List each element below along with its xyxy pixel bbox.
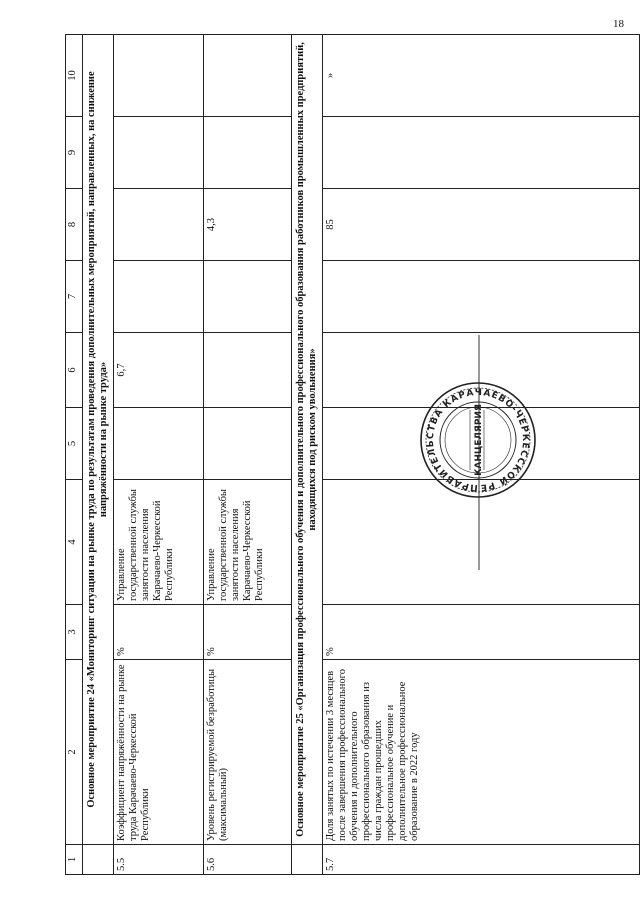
header-cell: 8 <box>66 189 83 261</box>
section-row <box>83 35 114 875</box>
indicators-table <box>65 34 640 875</box>
value-cell: 85 <box>323 189 640 261</box>
value-cell <box>114 189 204 261</box>
header-cell: 9 <box>66 117 83 189</box>
row-number: 5.7 <box>323 845 640 875</box>
header-cell: 3 <box>66 605 83 660</box>
page-number: 18 <box>613 18 624 30</box>
header-cell: 4 <box>66 480 83 605</box>
table-row <box>204 35 292 875</box>
seal-ring-text: ПРАВИТЕЛЬСТВА КАРАЧАЕВО-ЧЕРКЕССКОЙ РЕ <box>425 387 531 493</box>
responsible: Управление государственной службы занятости населения Карачаево-Черкесской Республики <box>204 480 292 605</box>
header-cell: 2 <box>66 660 83 845</box>
responsible: Управление государственной службы занятости населения Карачаево-Черкесской Республики <box>114 480 204 605</box>
value-cell: 6,7 <box>114 333 204 408</box>
header-cell: 10 <box>66 35 83 117</box>
unit: % <box>323 605 640 660</box>
indicator-name: Доля занятых по истечении 3 месяцев после завершения профессионального обучения и дополнительного профессионального образования из числа граждан прошедших профессиональное обучение и дополнительное профессиональное образование в 2022 году <box>323 660 640 845</box>
seal-center-text: КАНЦЕЛЯРИЯ <box>474 404 484 476</box>
unit: % <box>114 605 204 660</box>
section-title: Основное мероприятие 24 «Мониторинг ситуации на рынке труда по результатам проведения дополнительных мероприятий, направленных, на снижение напряжённости на рынке труда» <box>83 35 114 845</box>
rotated-table-container <box>65 35 640 875</box>
row-number: 5.6 <box>204 845 292 875</box>
value-cell <box>204 261 292 333</box>
indicator-name: Уровень регистрируемой безработицы (максимальный) <box>204 660 292 845</box>
header-cell: 1 <box>66 845 83 875</box>
official-seal-icon <box>418 380 538 500</box>
indicator-name: Коэффициент напряжённости на рынке труда Карачаево-Черкесской Республики <box>114 660 204 845</box>
header-row <box>66 35 83 875</box>
value-cell <box>204 117 292 189</box>
value-cell <box>204 333 292 408</box>
value-cell <box>323 261 640 333</box>
header-cell: 7 <box>66 261 83 333</box>
value-cell <box>114 117 204 189</box>
header-cell: 5 <box>66 408 83 480</box>
value-cell <box>114 261 204 333</box>
unit: % <box>204 605 292 660</box>
value-cell <box>204 408 292 480</box>
value-cell <box>114 35 204 117</box>
row-number: 5.5 <box>114 845 204 875</box>
value-cell: » <box>323 35 640 117</box>
section-row <box>292 35 323 875</box>
value-cell <box>204 35 292 117</box>
value-cell: 4,3 <box>204 189 292 261</box>
value-cell <box>323 117 640 189</box>
table-row <box>114 35 204 875</box>
header-cell: 6 <box>66 333 83 408</box>
section-title: Основное мероприятие 25 «Организация профессионального обучения и дополнительного профессионального образования работников промышленных предприятий, находящихся под риском увольнения» <box>292 35 323 845</box>
value-cell <box>114 408 204 480</box>
